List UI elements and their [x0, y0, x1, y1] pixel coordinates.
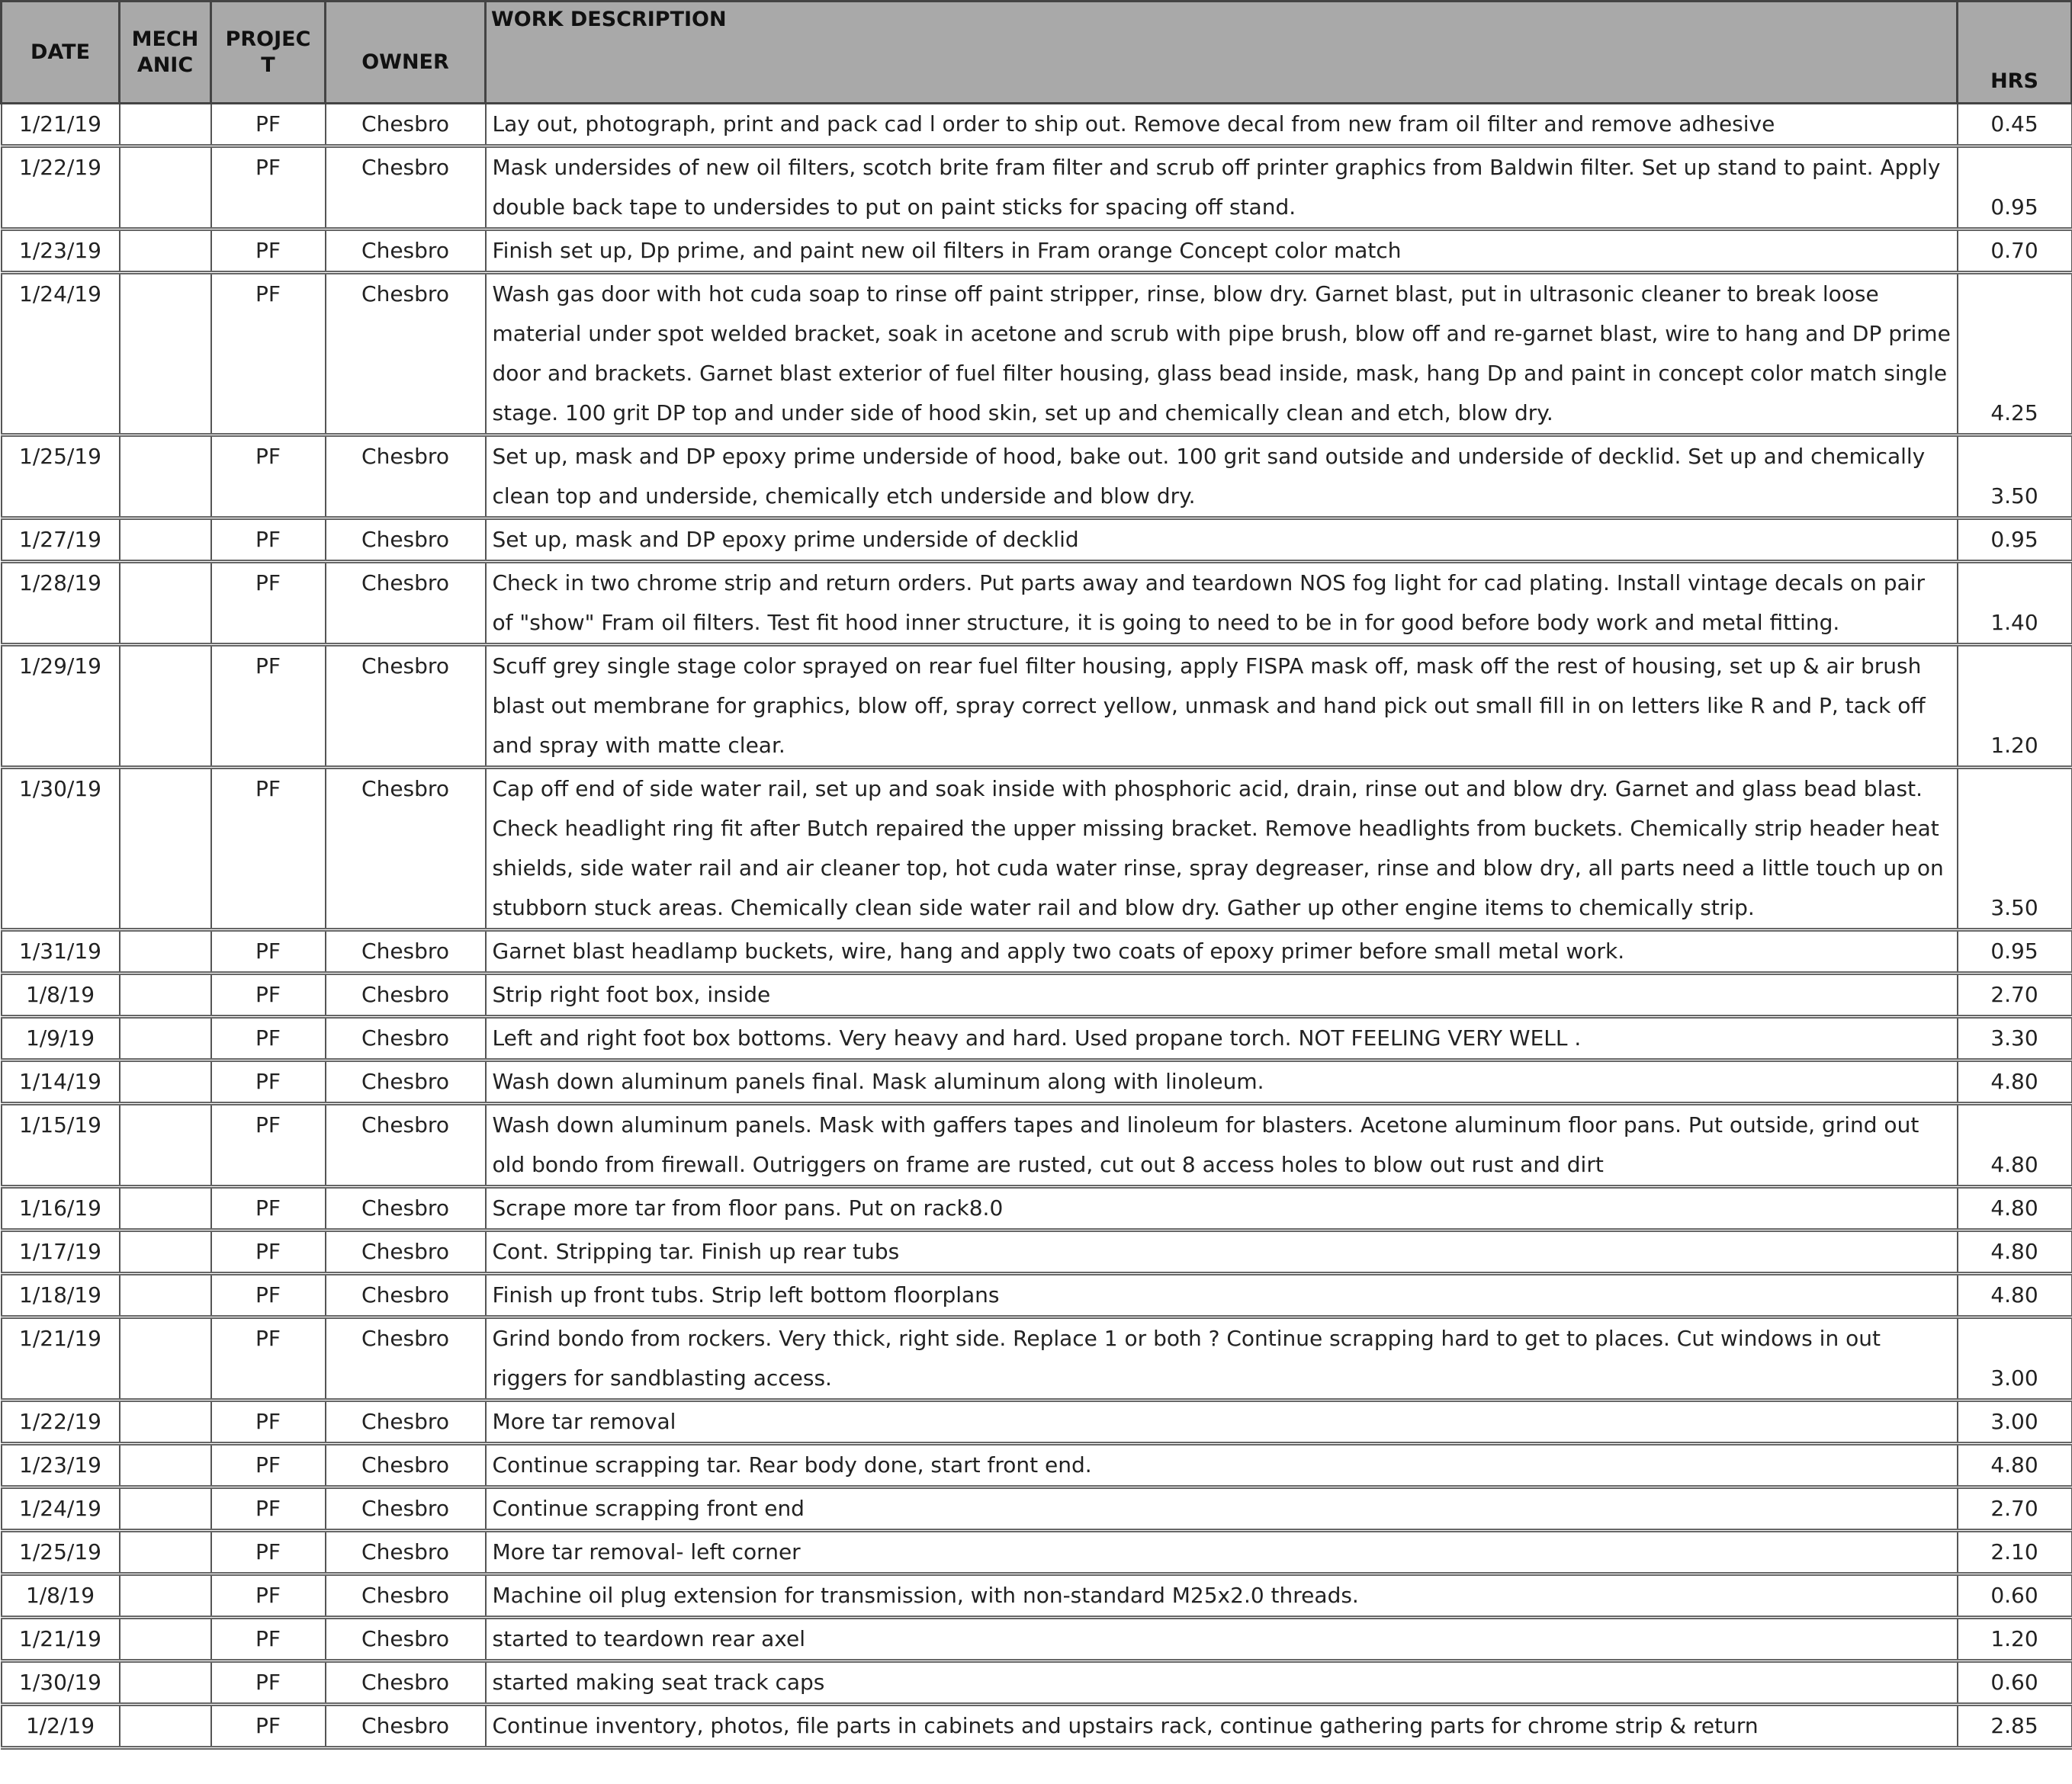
- hrs-cell: 4.80: [1958, 1187, 2072, 1231]
- date-cell: 1/30/19: [2, 1661, 120, 1705]
- owner-cell: Chesbro: [326, 1317, 486, 1401]
- description-cell: Scuff grey single stage color sprayed on rear fuel filter housing, apply FISPA mask off, mask off the rest of housing, set up & air brush blast out membrane for graphics, blow off, spray correct yellow, unmask and hand pick out small fill in on letters like R and P, tack off and spray with matte clear.: [486, 645, 1958, 768]
- table-row: [2, 1574, 2072, 1618]
- mechanic-cell: [120, 974, 211, 1017]
- description-cell: Mask undersides of new oil filters, scotch brite fram filter and scrub off printer graphics from Baldwin filter. Set up stand to paint. Apply double back tape to undersides to put on paint sticks for spacing off stand.: [486, 146, 1958, 229]
- date-cell: 1/8/19: [2, 974, 120, 1017]
- date-cell: 1/25/19: [2, 435, 120, 518]
- project-cell: PF: [211, 1401, 326, 1444]
- description-cell: Lay out, photograph, print and pack cad l order to ship out. Remove decal from new fram oil filter and remove adhesive: [486, 104, 1958, 146]
- date-cell: 1/23/19: [2, 229, 120, 273]
- description-cell: Garnet blast headlamp buckets, wire, hang and apply two coats of epoxy primer before small metal work.: [486, 930, 1958, 974]
- work-log-body: [2, 104, 2072, 1748]
- table-row: [2, 1444, 2072, 1487]
- hrs-cell: 0.95: [1958, 930, 2072, 974]
- date-cell: 1/25/19: [2, 1531, 120, 1574]
- mechanic-cell: [120, 1060, 211, 1104]
- owner-cell: Chesbro: [326, 1618, 486, 1661]
- description-cell: Scrape more tar from floor pans. Put on rack8.0: [486, 1187, 1958, 1231]
- description-cell: Wash gas door with hot cuda soap to rinse off paint stripper, rinse, blow dry. Garnet blast, put in ultrasonic cleaner to break loose material under spot welded bracket, soak in acetone and scrub with pipe brush, blow off and re-garnet blast, wire to hang and DP prime door and brackets. Garnet blast exterior of fuel filter housing, glass bead inside, mask, hang Dp and paint in concept color match single stage. 100 grit DP top and under side of hood skin, set up and chemically clean and etch, blow dry.: [486, 273, 1958, 435]
- hrs-cell: 3.50: [1958, 435, 2072, 518]
- table-row: [2, 1104, 2072, 1187]
- mechanic-cell: [120, 273, 211, 435]
- description-cell: Set up, mask and DP epoxy prime underside of hood, bake out. 100 grit sand outside and underside of decklid. Set up and chemically clean top and underside, chemically etch underside and blow dry.: [486, 435, 1958, 518]
- table-row: [2, 104, 2072, 146]
- project-cell: PF: [211, 1060, 326, 1104]
- date-cell: 1/29/19: [2, 645, 120, 768]
- hrs-cell: 2.85: [1958, 1705, 2072, 1748]
- description-cell: Machine oil plug extension for transmission, with non-standard M25x2.0 threads.: [486, 1574, 1958, 1618]
- mechanic-cell: [120, 1531, 211, 1574]
- mechanic-cell: [120, 1444, 211, 1487]
- description-cell: Check in two chrome strip and return orders. Put parts away and teardown NOS fog light for cad plating. Install vintage decals on pair of "show" Fram oil filters. Test fit hood inner structure, it is going to need to be in for good before body work and metal fitting.: [486, 562, 1958, 645]
- owner-cell: Chesbro: [326, 930, 486, 974]
- owner-cell: Chesbro: [326, 435, 486, 518]
- owner-cell: Chesbro: [326, 229, 486, 273]
- mechanic-cell: [120, 146, 211, 229]
- description-cell: Cont. Stripping tar. Finish up rear tubs: [486, 1231, 1958, 1274]
- description-cell: started making seat track caps: [486, 1661, 1958, 1705]
- date-cell: 1/21/19: [2, 1317, 120, 1401]
- project-cell: PF: [211, 229, 326, 273]
- project-cell: PF: [211, 1017, 326, 1060]
- hrs-cell: 1.20: [1958, 1618, 2072, 1661]
- mechanic-cell: [120, 1274, 211, 1317]
- header-owner: OWNER: [326, 2, 486, 104]
- hrs-cell: 4.80: [1958, 1060, 2072, 1104]
- date-cell: 1/21/19: [2, 1618, 120, 1661]
- owner-cell: Chesbro: [326, 1661, 486, 1705]
- hrs-cell: 3.00: [1958, 1401, 2072, 1444]
- mechanic-cell: [120, 1487, 211, 1531]
- table-row: [2, 1317, 2072, 1401]
- table-row: [2, 1705, 2072, 1748]
- table-row: [2, 1017, 2072, 1060]
- header-date: DATE: [2, 2, 120, 104]
- project-cell: PF: [211, 1104, 326, 1187]
- owner-cell: Chesbro: [326, 1060, 486, 1104]
- date-cell: 1/21/19: [2, 104, 120, 146]
- project-cell: PF: [211, 1487, 326, 1531]
- table-row: [2, 229, 2072, 273]
- header-row: [2, 2, 2072, 104]
- project-cell: PF: [211, 1274, 326, 1317]
- owner-cell: Chesbro: [326, 146, 486, 229]
- description-cell: Continue scrapping front end: [486, 1487, 1958, 1531]
- mechanic-cell: [120, 930, 211, 974]
- date-cell: 1/27/19: [2, 518, 120, 562]
- mechanic-cell: [120, 1231, 211, 1274]
- project-cell: PF: [211, 1444, 326, 1487]
- table-row: [2, 1231, 2072, 1274]
- description-cell: Continue inventory, photos, file parts in cabinets and upstairs rack, continue gathering parts for chrome strip & return: [486, 1705, 1958, 1748]
- hrs-cell: 2.10: [1958, 1531, 2072, 1574]
- table-row: [2, 930, 2072, 974]
- project-cell: PF: [211, 645, 326, 768]
- description-cell: Left and right foot box bottoms. Very heavy and hard. Used propane torch. NOT FEELING VERY WELL .: [486, 1017, 1958, 1060]
- mechanic-cell: [120, 1401, 211, 1444]
- description-cell: started to teardown rear axel: [486, 1618, 1958, 1661]
- owner-cell: Chesbro: [326, 1444, 486, 1487]
- description-cell: Cap off end of side water rail, set up and soak inside with phosphoric acid, drain, rinse out and blow dry. Garnet and glass bead blast. Check headlight ring fit after Butch repaired the upper missing bracket. Remove headlights from buckets. Chemically strip header heat shields, side water rail and air cleaner top, hot cuda water rinse, spray degreaser, rinse and blow dry, all parts need a little touch up on stubborn stuck areas. Chemically clean side water rail and blow dry. Gather up other engine items to chemically strip.: [486, 768, 1958, 930]
- owner-cell: Chesbro: [326, 1104, 486, 1187]
- project-cell: PF: [211, 1317, 326, 1401]
- date-cell: 1/30/19: [2, 768, 120, 930]
- hrs-cell: 0.45: [1958, 104, 2072, 146]
- table-row: [2, 974, 2072, 1017]
- date-cell: 1/23/19: [2, 1444, 120, 1487]
- hrs-cell: 4.25: [1958, 273, 2072, 435]
- owner-cell: Chesbro: [326, 645, 486, 768]
- table-row: [2, 1274, 2072, 1317]
- date-cell: 1/16/19: [2, 1187, 120, 1231]
- project-cell: PF: [211, 974, 326, 1017]
- hrs-cell: 3.00: [1958, 1317, 2072, 1401]
- mechanic-cell: [120, 1017, 211, 1060]
- description-cell: Wash down aluminum panels. Mask with gaffers tapes and linoleum for blasters. Acetone aluminum floor pans. Put outside, grind out old bondo from firewall. Outriggers on frame are rusted, cut out 8 access holes to blow out rust and dirt: [486, 1104, 1958, 1187]
- hrs-cell: 0.95: [1958, 518, 2072, 562]
- date-cell: 1/22/19: [2, 1401, 120, 1444]
- mechanic-cell: [120, 1317, 211, 1401]
- project-cell: PF: [211, 518, 326, 562]
- table-row: [2, 146, 2072, 229]
- hrs-cell: 4.80: [1958, 1274, 2072, 1317]
- header-work-description: WORK DESCRIPTION: [486, 2, 1958, 104]
- hrs-cell: 0.70: [1958, 229, 2072, 273]
- mechanic-cell: [120, 645, 211, 768]
- mechanic-cell: [120, 104, 211, 146]
- hrs-cell: 1.40: [1958, 562, 2072, 645]
- mechanic-cell: [120, 562, 211, 645]
- description-cell: Continue scrapping tar. Rear body done, start front end.: [486, 1444, 1958, 1487]
- table-row: [2, 518, 2072, 562]
- date-cell: 1/18/19: [2, 1274, 120, 1317]
- hrs-cell: 0.60: [1958, 1661, 2072, 1705]
- mechanic-cell: [120, 435, 211, 518]
- table-row: [2, 1661, 2072, 1705]
- table-row: [2, 562, 2072, 645]
- table-row: [2, 435, 2072, 518]
- table-row: [2, 1531, 2072, 1574]
- date-cell: 1/14/19: [2, 1060, 120, 1104]
- owner-cell: Chesbro: [326, 518, 486, 562]
- table-row: [2, 1060, 2072, 1104]
- hrs-cell: 2.70: [1958, 974, 2072, 1017]
- date-cell: 1/17/19: [2, 1231, 120, 1274]
- description-cell: Set up, mask and DP epoxy prime underside of decklid: [486, 518, 1958, 562]
- project-cell: PF: [211, 768, 326, 930]
- project-cell: PF: [211, 104, 326, 146]
- hrs-cell: 4.80: [1958, 1104, 2072, 1187]
- date-cell: 1/15/19: [2, 1104, 120, 1187]
- owner-cell: Chesbro: [326, 1017, 486, 1060]
- mechanic-cell: [120, 768, 211, 930]
- mechanic-cell: [120, 1618, 211, 1661]
- table-row: [2, 645, 2072, 768]
- project-cell: PF: [211, 1531, 326, 1574]
- mechanic-cell: [120, 1574, 211, 1618]
- owner-cell: Chesbro: [326, 562, 486, 645]
- header-mechanic: MECH ANIC: [120, 2, 211, 104]
- date-cell: 1/28/19: [2, 562, 120, 645]
- date-cell: 1/24/19: [2, 1487, 120, 1531]
- date-cell: 1/22/19: [2, 146, 120, 229]
- owner-cell: Chesbro: [326, 1705, 486, 1748]
- project-cell: PF: [211, 1661, 326, 1705]
- owner-cell: Chesbro: [326, 1487, 486, 1531]
- table-row: [2, 1487, 2072, 1531]
- owner-cell: Chesbro: [326, 768, 486, 930]
- header-hrs: HRS: [1958, 2, 2072, 104]
- table-row: [2, 1401, 2072, 1444]
- description-cell: Grind bondo from rockers. Very thick, right side. Replace 1 or both ? Continue scrapping hard to get to places. Cut windows in out riggers for sandblasting access.: [486, 1317, 1958, 1401]
- hrs-cell: 0.95: [1958, 146, 2072, 229]
- mechanic-cell: [120, 1661, 211, 1705]
- owner-cell: Chesbro: [326, 104, 486, 146]
- description-cell: Finish set up, Dp prime, and paint new oil filters in Fram orange Concept color match: [486, 229, 1958, 273]
- table-row: [2, 273, 2072, 435]
- table-row: [2, 768, 2072, 930]
- project-cell: PF: [211, 435, 326, 518]
- mechanic-cell: [120, 518, 211, 562]
- project-cell: PF: [211, 1574, 326, 1618]
- owner-cell: Chesbro: [326, 1231, 486, 1274]
- hrs-cell: 3.50: [1958, 768, 2072, 930]
- owner-cell: Chesbro: [326, 273, 486, 435]
- hrs-cell: 0.60: [1958, 1574, 2072, 1618]
- project-cell: PF: [211, 273, 326, 435]
- hrs-cell: 2.70: [1958, 1487, 2072, 1531]
- hrs-cell: 4.80: [1958, 1231, 2072, 1274]
- mechanic-cell: [120, 1104, 211, 1187]
- owner-cell: Chesbro: [326, 1401, 486, 1444]
- mechanic-cell: [120, 1187, 211, 1231]
- mechanic-cell: [120, 1705, 211, 1748]
- description-cell: More tar removal- left corner: [486, 1531, 1958, 1574]
- description-cell: More tar removal: [486, 1401, 1958, 1444]
- project-cell: PF: [211, 1705, 326, 1748]
- description-cell: Finish up front tubs. Strip left bottom floorplans: [486, 1274, 1958, 1317]
- hrs-cell: 1.20: [1958, 645, 2072, 768]
- description-cell: Strip right foot box, inside: [486, 974, 1958, 1017]
- table-row: [2, 1187, 2072, 1231]
- header-project: PROJEC T: [211, 2, 326, 104]
- project-cell: PF: [211, 930, 326, 974]
- hrs-cell: 4.80: [1958, 1444, 2072, 1487]
- date-cell: 1/24/19: [2, 273, 120, 435]
- project-cell: PF: [211, 146, 326, 229]
- owner-cell: Chesbro: [326, 1574, 486, 1618]
- date-cell: 1/9/19: [2, 1017, 120, 1060]
- owner-cell: Chesbro: [326, 1187, 486, 1231]
- description-cell: Wash down aluminum panels final. Mask aluminum along with linoleum.: [486, 1060, 1958, 1104]
- date-cell: 1/8/19: [2, 1574, 120, 1618]
- project-cell: PF: [211, 1187, 326, 1231]
- owner-cell: Chesbro: [326, 974, 486, 1017]
- date-cell: 1/2/19: [2, 1705, 120, 1748]
- owner-cell: Chesbro: [326, 1274, 486, 1317]
- date-cell: 1/31/19: [2, 930, 120, 974]
- mechanic-cell: [120, 229, 211, 273]
- project-cell: PF: [211, 562, 326, 645]
- owner-cell: Chesbro: [326, 1531, 486, 1574]
- project-cell: PF: [211, 1231, 326, 1274]
- table-row: [2, 1618, 2072, 1661]
- project-cell: PF: [211, 1618, 326, 1661]
- hrs-cell: 3.30: [1958, 1017, 2072, 1060]
